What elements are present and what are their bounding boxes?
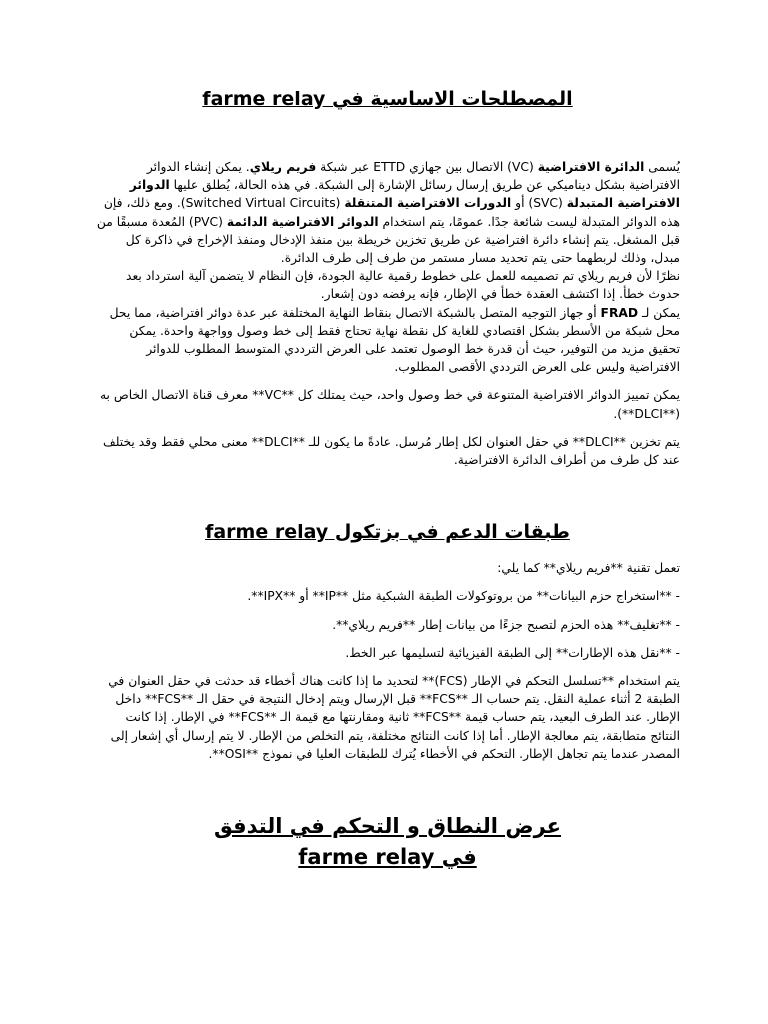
text-run: يمكن لـ — [638, 305, 680, 320]
bold-term-frame-relay: فريم ريلاي — [249, 160, 317, 174]
bold-term-frad: FRAD — [600, 305, 639, 320]
paragraph-error-handling: نظرًا لأن فريم ريلاي تم تصميمه للعمل على خطوط رقمية عالية الجودة، فإن النظام لا يتضمن آلية استرداد بعد حدوث خطأ. إذا اكتشف العقدة خطأ في الإطار، فإنه يرفضه دون إشعار. — [126, 269, 680, 302]
paragraph-fcs: يتم استخدام **تسلسل التحكم في الإطار (FCS)** لتحديد ما إذا كانت هناك أخطاء قد حدثت في حقل العنوان في الطبقة 2 أثناء عملية النقل. يتم حساب الـ **FCS** قبل الإرسال ويتم إدخال النتيجة في حقل الـ **FCS** داخل الإطار. عند الطرف البعيد، يتم حساب قيمة **FCS** ثانية ومقارنتها مع قيمة الـ **FCS** في الإطار. إذا كانت النتائج متطابقة، يتم معالجة الإطار. أما إذا كانت النتائج مختلفة، يتم التخلص من الإطار. لا يتم إرسال أي إشعار إلى المصدر عندما يتم تجاهل الإطار. التحكم في الأخطاء يُترك للطبقات العليا في نموذج **OSI**. — [108, 674, 680, 761]
text-run: يُسمى — [644, 160, 680, 174]
paragraph-how-it-works: تعمل تقنية **فريم ريلاي** كما يلي: — [497, 561, 680, 576]
heading-bandwidth-flow-control: عرض النطاق و التحكم في التدفق في farme relay — [214, 814, 561, 869]
paragraph-dlci-storage: يتم تخزين **DLCI** في حقل العنوان لكل إطار مُرسل. عادةً ما يكون للـ **DLCI** معنى محلي فقط وقد يختلف عند كل طرف من أطراف الدائرة الافتراضية. — [102, 434, 680, 468]
paragraph-virtual-circuits — [95, 158, 680, 267]
heading-basic-terms: المصطلحات الاساسية في farme relay — [202, 88, 573, 110]
text-run: (VC) الاتصال بين جهازي ETTD عبر شبكة — [316, 160, 538, 174]
text-run: (PVC) المُعدة مسبقًا من قبل المشغل. يتم إنشاء دائرة افتراضية عن طريق تخزين خريطة بين منفذ الإدخال ومنفذ الإخراج في ذاكرة كل مبدل، وذلك لربطهما حتى يتم تحديد مسار مستمر من طرف إلى طرف الدائرة. — [96, 214, 680, 266]
list-item-transmit: - **نقل هذه الإطارات** إلى الطبقة الفيزيائية لتسليمها عبر الخط. — [345, 645, 680, 660]
list-item-extract: - **استخراج حزم البيانات** من بروتوكولات الطبقة الشبكية مثل **IP** أو **IPX**. — [247, 589, 680, 604]
text-run: (Switched Virtual Circuits). ومع ذلك، فإن هذه الدوائر المتبدلة ليست شائعة جدًا. عمومًا، يتم استخدام — [103, 196, 680, 229]
bold-term-pvc: الدوائر الافتراضية الدائمة — [226, 214, 379, 229]
bold-term-vc: الدائرة الافتراضية — [537, 160, 645, 174]
list-item-encapsulate: - **تغليف** هذه الحزم لتصبح جزءًا من بيانات إطار **فريم ريلاي**. — [332, 617, 680, 632]
bold-term-switched: الدورات الافتراضية المتنقلة — [344, 196, 512, 211]
text-run: أو جهاز التوجيه المتصل بالشبكة الاتصال بنقاط النهاية المختلفة عبر عدة دوائر افتراضية، مما يحل محل شبكة من الأسطر بشكل اقتصادي للغاية كل نقطة نهاية تحتاج فقط إلى خط وصول وواجهة واحدة. يمكن تحقيق مزيد من التوفير، حيث أن قدرة خط الوصول تعتمد على العرض الترددي المتوسط المطلوب للدوائر الافتراضية وليس على العرض الترددي الأقصى المطلوب. — [109, 305, 680, 375]
paragraph-vc-dlci: يمكن تمييز الدوائر الافتراضية المتنوعة في خط وصول واحد، حيث يمتلك كل **VC** معرف قناة الاتصال الخاص به (**DLCI**). — [99, 388, 680, 421]
text-run: (SVC) أو — [511, 196, 567, 211]
text-run: . يمكن إنشاء الدوائر الافتراضية بشكل ديناميكي عن طريق إرسال رسائل الإشارة إلى الشبكة. في هذه الحالة، يُطلق عليها — [146, 160, 680, 193]
paragraph-frad — [95, 304, 680, 377]
heading-support-layers: طبقات الدعم في بزتكول farme relay — [205, 521, 570, 544]
bold-term-svc: الدوائر الافتراضية المتبدلة — [129, 178, 680, 211]
